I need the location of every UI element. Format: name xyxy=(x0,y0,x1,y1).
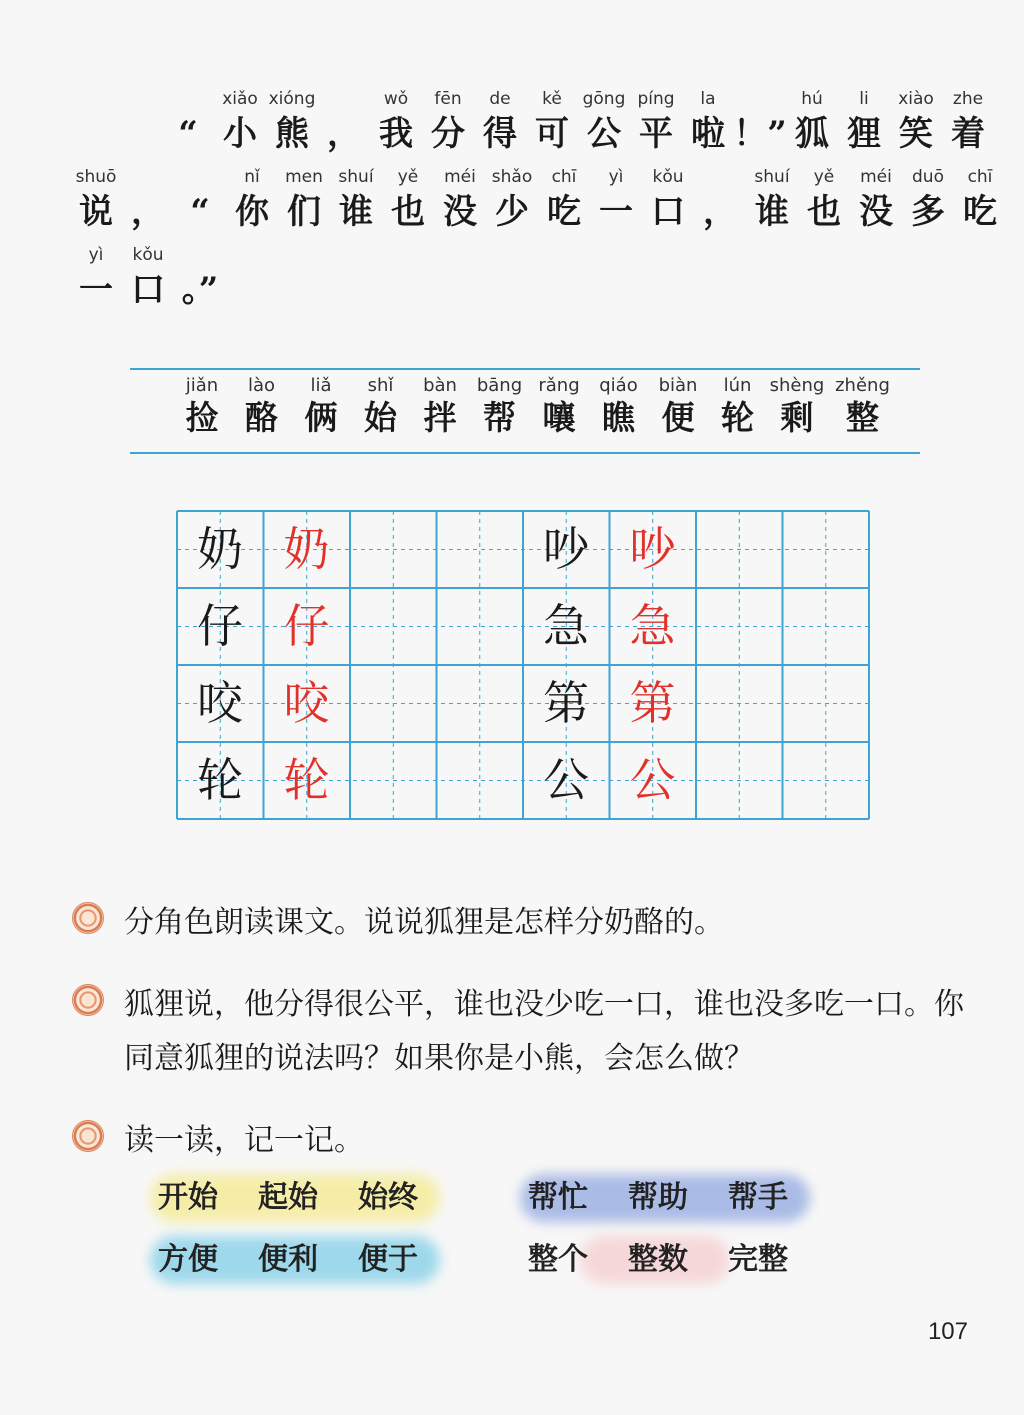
reference-character: 吵 xyxy=(543,522,589,576)
hanzi: 也 xyxy=(807,192,841,232)
reference-character: 第 xyxy=(543,676,589,730)
reference-character: 急 xyxy=(543,599,589,653)
pinyin-character xyxy=(638,166,698,246)
reference-character: 奶 xyxy=(197,522,243,576)
pinyin: shǎo xyxy=(491,167,533,187)
hanzi: 一 xyxy=(599,192,633,232)
story-line xyxy=(0,88,1024,168)
pinyin: wǒ xyxy=(383,89,409,109)
hanzi: 俩 xyxy=(304,398,338,437)
word: 起始 xyxy=(258,1180,318,1215)
word-group xyxy=(520,1172,810,1224)
pinyin: rǎng xyxy=(538,375,580,396)
hanzi: 多 xyxy=(911,192,945,232)
hanzi: 便 xyxy=(661,398,695,437)
band-top-line xyxy=(130,368,920,370)
hanzi: 捡 xyxy=(185,398,219,437)
new-characters-band xyxy=(130,368,920,454)
pinyin-character xyxy=(262,88,322,168)
pinyin: yì xyxy=(88,245,104,265)
hanzi: 平 xyxy=(639,114,673,154)
pinyin: jiǎn xyxy=(185,375,219,396)
page-number: 107 xyxy=(927,1318,968,1345)
flower-bullet-icon xyxy=(72,902,104,934)
word: 整个 xyxy=(528,1242,588,1277)
model-character: 奶 xyxy=(283,522,330,576)
word: 方便 xyxy=(158,1242,218,1277)
pinyin-character xyxy=(938,88,998,168)
pinyin: yì xyxy=(608,167,624,187)
hanzi: 啦 xyxy=(691,114,725,154)
pinyin: xióng xyxy=(268,89,316,109)
hanzi: 分 xyxy=(431,114,465,154)
pinyin: shuí xyxy=(754,167,790,187)
pinyin: shuō xyxy=(75,167,117,187)
pinyin: nǐ xyxy=(244,167,260,187)
pinyin: men xyxy=(285,167,323,187)
word-group xyxy=(150,1234,440,1286)
pinyin: bàn xyxy=(423,375,457,396)
word: 便利 xyxy=(258,1242,318,1277)
pinyin: qiáo xyxy=(599,375,638,396)
pinyin: yě xyxy=(813,167,835,187)
pinyin: shǐ xyxy=(367,375,394,396)
pinyin-character xyxy=(170,244,230,324)
pinyin: duō xyxy=(912,167,944,187)
story-line xyxy=(0,166,1024,246)
reference-character: 公 xyxy=(543,753,589,807)
pinyin: chī xyxy=(967,167,993,187)
hanzi: 说 xyxy=(79,192,113,232)
exercise-text: 读一读，记一记。 xyxy=(124,1123,364,1158)
hanzi: 整 xyxy=(846,398,879,437)
word-group xyxy=(520,1234,810,1286)
hanzi: 口 xyxy=(131,270,165,310)
pinyin: kǒu xyxy=(652,167,684,187)
hanzi: 狸 xyxy=(847,114,881,154)
hanzi: ！” xyxy=(733,114,787,154)
hanzi: 始 xyxy=(364,398,397,437)
pinyin: gōng xyxy=(582,89,626,109)
hanzi: 吃 xyxy=(963,192,997,232)
hanzi: ， xyxy=(703,192,737,232)
hanzi: 公 xyxy=(587,114,621,154)
band-bottom-line xyxy=(130,452,920,454)
pinyin: bāng xyxy=(476,375,523,396)
hanzi: 可 xyxy=(535,114,569,154)
exercise-text: 分角色朗读课文。说说狐狸是怎样分奶酪的。 xyxy=(124,905,724,940)
hanzi: 你 xyxy=(235,192,269,232)
pinyin: shuí xyxy=(338,167,374,187)
hanzi: 谁 xyxy=(755,192,789,232)
word: 帮忙 xyxy=(528,1180,588,1215)
word: 帮手 xyxy=(728,1180,788,1215)
model-character: 吵 xyxy=(629,522,676,576)
hanzi: 谁 xyxy=(339,192,373,232)
pinyin: shèng xyxy=(769,375,825,396)
pinyin: hú xyxy=(801,89,823,109)
pinyin: biàn xyxy=(658,375,698,396)
pinyin: xiǎo xyxy=(222,89,258,109)
model-character: 咬 xyxy=(283,676,330,730)
pinyin: chī xyxy=(551,167,577,187)
word-group xyxy=(150,1172,440,1224)
model-character: 公 xyxy=(629,753,676,807)
hanzi: 没 xyxy=(859,192,893,232)
hanzi: 得 xyxy=(483,114,517,154)
word: 帮助 xyxy=(628,1180,688,1215)
pinyin: lào xyxy=(247,375,276,396)
pinyin: méi xyxy=(444,167,476,187)
hanzi: 嚷 xyxy=(542,398,576,437)
flower-bullet-icon xyxy=(72,1120,104,1152)
hanzi: 剩 xyxy=(780,398,814,437)
pinyin: xiào xyxy=(898,89,934,109)
model-character: 第 xyxy=(629,676,676,730)
pinyin: li xyxy=(859,89,869,109)
new-character xyxy=(833,374,893,450)
reference-character: 仔 xyxy=(197,599,243,653)
hanzi: 没 xyxy=(443,192,477,232)
hanzi: ， xyxy=(327,114,361,154)
hanzi: 笑 xyxy=(899,114,933,154)
pinyin: liǎ xyxy=(310,375,332,396)
hanzi: 少 xyxy=(495,192,529,232)
hanzi: “ xyxy=(178,114,198,154)
pinyin: píng xyxy=(637,89,675,109)
word: 开始 xyxy=(158,1180,218,1215)
pinyin-character xyxy=(66,166,126,246)
pinyin-character xyxy=(118,244,178,324)
pinyin: la xyxy=(700,89,716,109)
writing-practice-grid xyxy=(176,510,870,820)
model-character: 急 xyxy=(629,599,676,653)
story-line xyxy=(0,244,1024,324)
word: 完整 xyxy=(728,1242,788,1277)
hanzi: 拌 xyxy=(423,398,457,437)
pinyin: méi xyxy=(860,167,892,187)
exercise-text: 狐狸说，他分得很公平，谁也没少吃一口，谁也没多吃一口。你同意狐狸的说法吗？如果你是小熊，会怎么做？ xyxy=(124,987,964,1076)
hanzi: 们 xyxy=(287,192,321,232)
hanzi: 帮 xyxy=(483,398,516,437)
hanzi: 瞧 xyxy=(602,398,635,437)
hanzi: 口 xyxy=(651,192,685,232)
pinyin-character xyxy=(950,166,1010,246)
pinyin: yě xyxy=(397,167,419,187)
reference-character: 咬 xyxy=(197,676,243,730)
pinyin: kǒu xyxy=(132,245,164,265)
model-character: 轮 xyxy=(283,753,330,807)
hanzi: 狐 xyxy=(795,114,829,154)
hanzi: 吃 xyxy=(547,192,581,232)
hanzi: 熊 xyxy=(275,114,309,154)
pinyin: zhe xyxy=(952,89,984,109)
hanzi: 着 xyxy=(951,114,985,154)
hanzi: 轮 xyxy=(721,398,754,437)
hanzi: 酪 xyxy=(245,398,278,437)
pinyin: de xyxy=(489,89,511,109)
reference-character: 轮 xyxy=(197,753,243,807)
pinyin: fēn xyxy=(434,89,462,109)
hanzi: ， xyxy=(131,192,165,232)
hanzi: 一 xyxy=(79,270,113,310)
hanzi: 也 xyxy=(391,192,425,232)
word: 始终 xyxy=(358,1180,418,1215)
hanzi: “ xyxy=(190,192,210,232)
pinyin: zhěng xyxy=(835,375,890,396)
model-character: 仔 xyxy=(283,599,330,653)
pinyin: lún xyxy=(723,375,752,396)
pinyin-character xyxy=(678,88,738,168)
pinyin-character xyxy=(118,166,178,246)
word: 便于 xyxy=(358,1242,418,1277)
hanzi: 。” xyxy=(181,270,219,310)
flower-bullet-icon xyxy=(72,984,104,1016)
hanzi: 我 xyxy=(379,114,413,154)
pinyin: kě xyxy=(542,89,562,109)
word: 整数 xyxy=(628,1242,688,1277)
hanzi: 小 xyxy=(223,114,257,154)
